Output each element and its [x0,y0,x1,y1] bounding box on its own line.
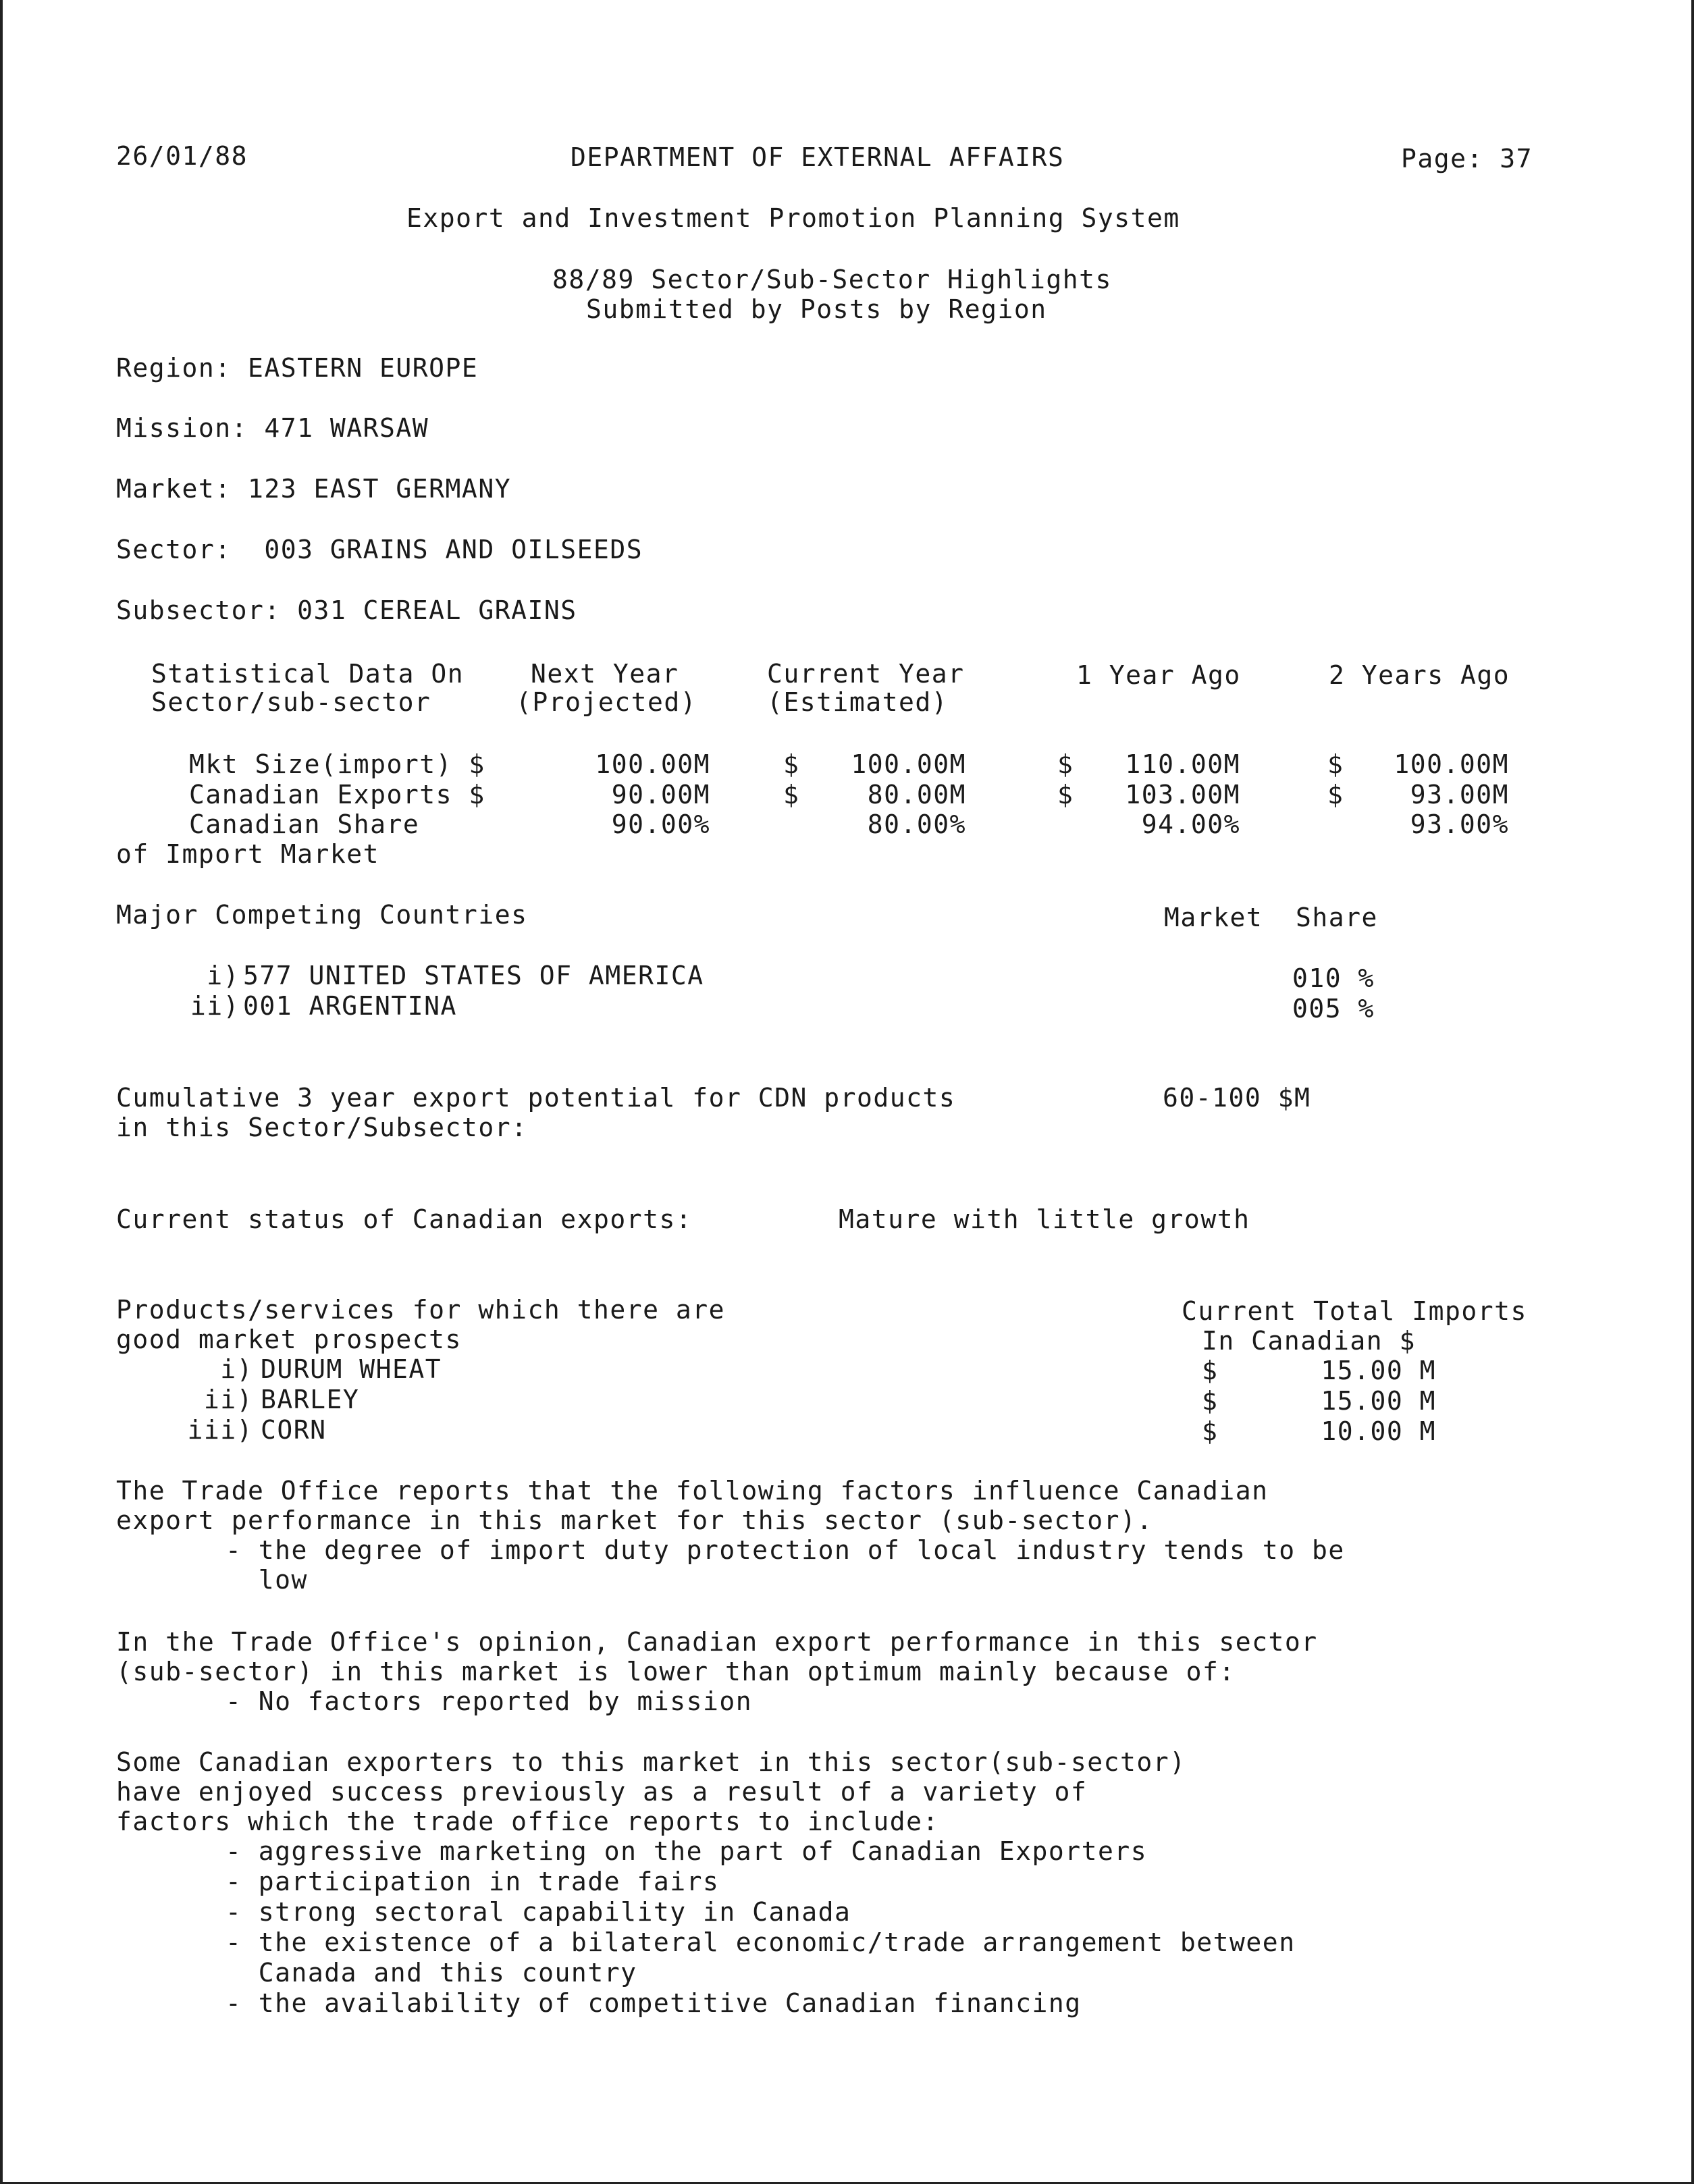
stats-cell-current: 80.00% [867,809,966,839]
products-label: Products/services for which there are [116,1295,725,1325]
product-name: CORN [261,1415,327,1445]
factors-paragraph: The Trade Office reports that the following factors influence Canadian [116,1476,1269,1506]
success-paragraph-line: factors which the trade office reports to include: [116,1807,939,1836]
subsector-line: Subsector: 031 CEREAL GRAINS [116,595,577,625]
page-left-border [0,0,3,2184]
success-bullet: - strong sectoral capability in Canada [226,1897,851,1927]
opinion-paragraph: In the Trade Office's opinion, Canadian export performance in this sector [116,1627,1318,1657]
stats-header-label: Statistical Data On [151,659,465,689]
col-header-estimated: (Estimated) [767,687,949,717]
success-bullet: - participation in trade fairs [226,1867,720,1896]
stats-cell-2-years-ago: 93.00M [1410,780,1509,809]
imports-header: Current Total Imports [1182,1296,1527,1326]
stats-cell-current: 80.00M [867,780,966,809]
stats-cell-next: 90.00% [611,809,710,839]
stats-row-label: Canadian Exports $ [189,780,485,809]
success-bullet-continuation: Canada and this country [226,1958,637,1988]
stats-cell-1-year-ago: 94.00% [1141,809,1240,839]
competitor-share: 010 % [1292,963,1375,993]
page-right-border [1691,0,1694,2184]
col-header-2-years-ago: 2 Years Ago [1329,660,1510,690]
stats-cell-current: 100.00M [851,749,966,779]
stats-cell-dollar: $ [1327,780,1344,809]
stats-cell-dollar: $ [783,749,800,779]
stats-cell-2-years-ago: 93.00% [1410,809,1509,839]
export-potential-value: 60-100 $M [1163,1083,1311,1113]
stats-cell-1-year-ago: 103.00M [1125,780,1240,809]
export-potential-label: Cumulative 3 year export potential for CDN products [116,1083,956,1113]
success-bullet: - the existence of a bilateral economic/trade arrangement between [226,1927,1296,1957]
department-title: DEPARTMENT OF EXTERNAL AFFAIRS [571,142,1065,172]
opinion-bullet: - No factors reported by mission [226,1686,753,1716]
mission-line: Mission: 471 WARSAW [116,413,429,443]
success-paragraph: Some Canadian exporters to this market in this sector(sub-sector) [116,1747,1186,1777]
sector-line: Sector: 003 GRAINS AND OILSEEDS [116,535,643,564]
stats-cell-dollar: $ [1057,749,1074,779]
product-index: iii) [187,1415,253,1445]
page-number: Page: 37 [1401,144,1533,174]
stats-cell-dollar: $ [1327,749,1344,779]
stats-cell-dollar: $ [1057,780,1074,809]
success-bullet: - aggressive marketing on the part of Canadian Exporters [226,1836,1148,1866]
products-label-2: good market prospects [116,1325,462,1354]
stats-header-label-2: Sector/sub-sector [151,687,431,717]
success-bullet: - the availability of competitive Canadian financing [226,1988,1082,2018]
factors-paragraph-line: export performance in this market for this sector (sub-sector). [116,1506,1153,1535]
product-name: BARLEY [261,1385,360,1414]
col-header-current-year: Current Year [767,659,965,689]
product-dollar: $ [1202,1386,1219,1416]
product-index: i) [220,1354,253,1384]
export-status-label: Current status of Canadian exports: [116,1204,693,1234]
report-subtitle: 88/89 Sector/Sub-Sector Highlights [552,265,1112,294]
export-status-value: Mature with little growth [839,1204,1250,1234]
region-line: Region: EASTERN EUROPE [116,353,479,383]
export-potential-label-2: in this Sector/Subsector: [116,1113,528,1142]
col-header-1-year-ago: 1 Year Ago [1076,660,1241,690]
competitor-name: 001 ARGENTINA [243,991,457,1021]
competitor-index: i) [207,961,240,990]
stats-row-label-continuation: of Import Market [116,839,380,869]
product-dollar: $ [1202,1356,1219,1385]
competitor-share: 005 % [1292,994,1375,1023]
product-import-value: 10.00 M [1321,1416,1436,1446]
system-title: Export and Investment Promotion Planning System [406,203,1180,233]
competitor-index: ii) [190,991,240,1021]
col-header-next-year: Next Year [531,659,679,689]
market-line: Market: 123 EAST GERMANY [116,474,512,504]
imports-header-2: In Canadian $ [1202,1326,1416,1356]
product-name: DURUM WHEAT [261,1354,442,1384]
factor-bullet-continuation: low [226,1565,308,1595]
report-subtitle-2: Submitted by Posts by Region [586,294,1047,324]
factor-bullet: - the degree of import duty protection of local industry tends to be [226,1535,1345,1565]
stats-row-label: Canadian Share [189,809,420,839]
product-dollar: $ [1202,1416,1219,1446]
product-import-value: 15.00 M [1321,1356,1436,1385]
product-index: ii) [203,1385,253,1414]
stats-cell-2-years-ago: 100.00M [1394,749,1509,779]
stats-cell-next: 90.00M [611,780,710,809]
stats-cell-dollar: $ [783,780,800,809]
opinion-paragraph-line: (sub-sector) in this market is lower than optimum mainly because of: [116,1657,1236,1686]
success-paragraph-line: have enjoyed success previously as a result of a variety of [116,1777,1088,1807]
stats-row-label: Mkt Size(import) $ [189,749,485,779]
col-header-projected: (Projected) [516,687,697,717]
report-date: 26/01/88 [116,141,248,171]
stats-cell-next: 100.00M [595,749,710,779]
competitor-name: 577 UNITED STATES OF AMERICA [243,961,704,990]
product-import-value: 15.00 M [1321,1386,1436,1416]
stats-cell-1-year-ago: 110.00M [1125,749,1240,779]
market-share-header: Market Share [1164,903,1378,932]
competitors-title: Major Competing Countries [116,900,528,930]
